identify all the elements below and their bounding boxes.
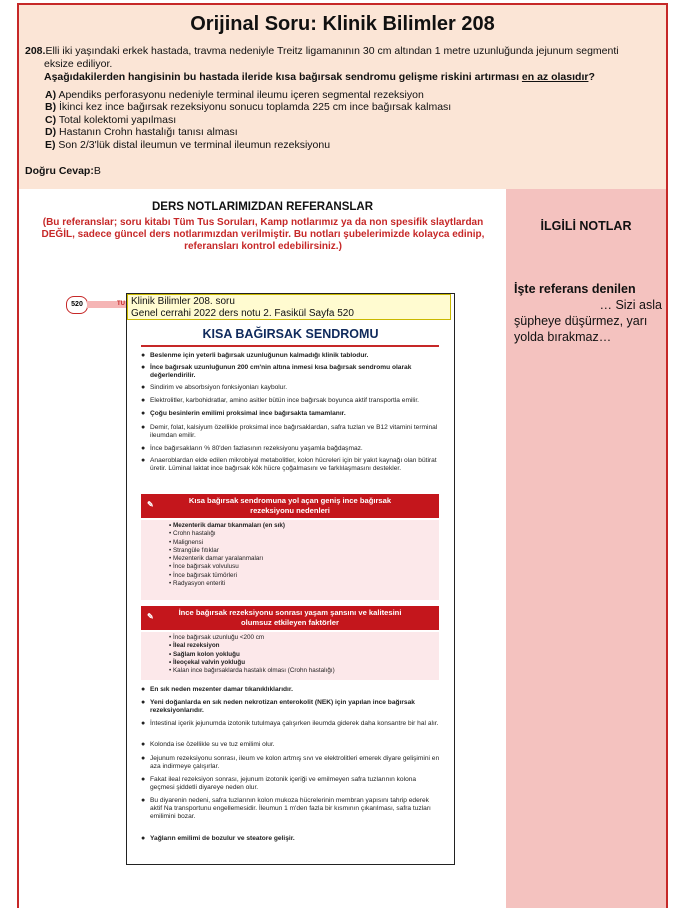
- option-d: D) Hastanın Crohn hastalığı tanısı alması: [45, 126, 238, 139]
- reference-page-image: [126, 293, 455, 865]
- bullet-item: ● Kolonda ise özellikle su ve tuz emilimi olur.: [141, 741, 275, 748]
- page-title: Orijinal Soru: Klinik Bilimler 208: [190, 13, 495, 35]
- bullet-item: ● İnce bağırsakların % 80'den fazlasının rezeksiyonu yaşamla bağdaşmaz.: [141, 445, 363, 452]
- bullet-item: ● Anaeroblardan elde edilen mikrobiyal metabolitler, kolon hücreleri için bir yakıt kaynağı olan bütirat üretir. Lüminal laktat ince bağırsak kök hücre çoğalmasını ve farklılaşmasını destekler.: [141, 457, 437, 473]
- bullet-item: ● Demir, folat, kalsiyum özellikle proksimal ince bağırsaklardan, safra tuzları ve B12 vitamini terminal ileumdan emilir.: [141, 424, 438, 440]
- bullet-item: ● En sık neden mezenter damar tıkanıklıklarıdır.: [141, 686, 293, 693]
- related-notes-text: İşte referans denilen … Sizi asla şüpheye düşürmez, yarı yolda bırakmaz…: [514, 282, 662, 344]
- option-c: C) Total kolektomi yapılması: [45, 113, 177, 126]
- bullet-item: ● Jejunum rezeksiyonu sonrası, ileum ve kolon artmış sıvı ve elektrolitleri emerek diyare gelişimini en aza indirmeye çalışırlar.: [141, 755, 440, 771]
- factors-list: • İnce bağırsak uzunluğu <200 cm • İleal rezeksiyon • Sağlam kolon yokluğu • İleoçekal valvin yokluğu • Kalan ince bağırsaklarda hastalık olması (Crohn hastalığı): [141, 632, 439, 680]
- correct-answer: Doğru Cevap:B: [25, 165, 101, 177]
- question-emphasis: en az olasıdır: [521, 71, 589, 83]
- references-note: (Bu referanslar; soru kitabı Tüm Tus Soruları, Kamp notlarımız ya da non spesifik slaytlardan DEĞİL, sadece güncel ders notlarımızdan verilmiştir. Bu notları şubelerimizde kolayca edinip, referansları kontrol edebilirsiniz.): [41, 217, 485, 252]
- bullet-item: ● Bu diyarenin nedeni, safra tuzlarının kolon mukoza hücrelerinin membran yapısını tahrip ederek aktif Na transportunu engellemesidir. İleumun 1 m'den fazla bir kısmının çıkarılması, safra tuzları emilimini bozar.: [141, 797, 431, 821]
- question-line-3: Aşağıdakilerden hangisinin bu hastada ileride kısa bağırsak sendromu gelişme riskini artırması en az olasıdır?: [44, 71, 595, 83]
- bullet-item: ● Elektrolitler, karbohidratlar, amino asitler bütün ince bağırsak boyunca aktif transportla emilir.: [141, 397, 420, 404]
- answer-options: [45, 89, 451, 151]
- option-b: B) İkinci kez ince bağırsak rezeksiyonu sonucu toplamda 225 cm ince bağırsak kalması: [45, 101, 452, 114]
- references-panel: [19, 189, 506, 908]
- pencil-icon: ✎: [147, 500, 154, 509]
- option-e: E) Son 2/3'lük distal ileumun ve terminal ileumun rezeksiyonu: [45, 138, 331, 151]
- option-a: A) Apendiks perforasyonu nedeniyle terminal ileumu içeren segmental rezeksiyon: [45, 89, 424, 101]
- bullet-item: ● Sindirim ve absorbsiyon fonksiyonları kaybolur.: [141, 384, 288, 391]
- causes-list: • Mezenterik damar tıkanmaları (en sık) • Crohn hastalığı • Malignensi • Strangüle fıtıklar • Mezenterik damar yaralanmaları • İnce bağırsak volvulusu • İnce bağırsak tümörleri • Radyasyon enteriti: [141, 520, 439, 600]
- bullet-item: ● İntestinal içerik jejunumda izotonik tutulmaya çalışırken ileumda giderek daha konsantre bir hal alır.: [141, 720, 439, 727]
- bullet-item: ● Çoğu besinlerin emilimi proksimal ince bağırsakta tamamlanır.: [141, 410, 346, 417]
- question-section: [19, 5, 666, 189]
- document-frame: [17, 3, 668, 908]
- question-line-1: Elli iki yaşındaki erkek hastada, travma nedeniyle Treitz ligamanının 30 cm altından 1 metre uzunluğunda jejunum segmenti: [45, 45, 619, 57]
- question-number: 208.: [25, 45, 46, 57]
- bullet-item: ● Yeni doğanlarda en sık neden nekrotizan enterokolit (NEK) için yapılan ince bağırsak rezeksiyonlarıdır.: [141, 699, 415, 715]
- related-notes-panel: [506, 189, 666, 908]
- page-tab-text: TU: [117, 301, 125, 307]
- causes-box-header: ✎ Kısa bağırsak sendromuna yol açan geniş ince bağırsak rezeksiyonu nedenleri: [141, 494, 439, 518]
- reference-label: Klinik Bilimler 208. soru Genel cerrahi 2022 ders notu 2. Fasikül Sayfa 520: [127, 294, 451, 320]
- references-title: DERS NOTLARIMIZDAN REFERANSLAR: [151, 201, 374, 213]
- question-line-2: eksize ediliyor.: [44, 58, 113, 70]
- page-number-badge: 520: [66, 296, 88, 314]
- reference-page-title: KISA BAĞIRSAK SENDROMU: [202, 327, 379, 341]
- bullet-item: ● Yağların emilimi de bozulur ve steatore gelişir.: [141, 835, 295, 842]
- pencil-icon: ✎: [147, 612, 154, 621]
- bullet-item: ● Fakat ileal rezeksiyon sonrası, jejunum izotonik içeriği ve emilmeyen safra tuzlarının kolona geçmesi şiddetli diyareye neden olur.: [141, 776, 417, 792]
- question-text: [25, 45, 655, 84]
- title-underline: [141, 345, 439, 347]
- bullet-item: ● İnce bağırsak uzunluğunun 200 cm'nin altına inmesi kısa bağırsak sendromu olarak değerlendirilir.: [141, 364, 412, 380]
- bullet-item: ● Beslenme için yeterli bağırsak uzunluğunun kalmadığı klinik tablodur.: [141, 352, 369, 359]
- factors-box-header: ✎ İnce bağırsak rezeksiyonu sonrası yaşam şansını ve kalitesini olumsuz etkileyen faktörler: [141, 606, 439, 630]
- related-notes-title: İLGİLİ NOTLAR: [540, 219, 632, 233]
